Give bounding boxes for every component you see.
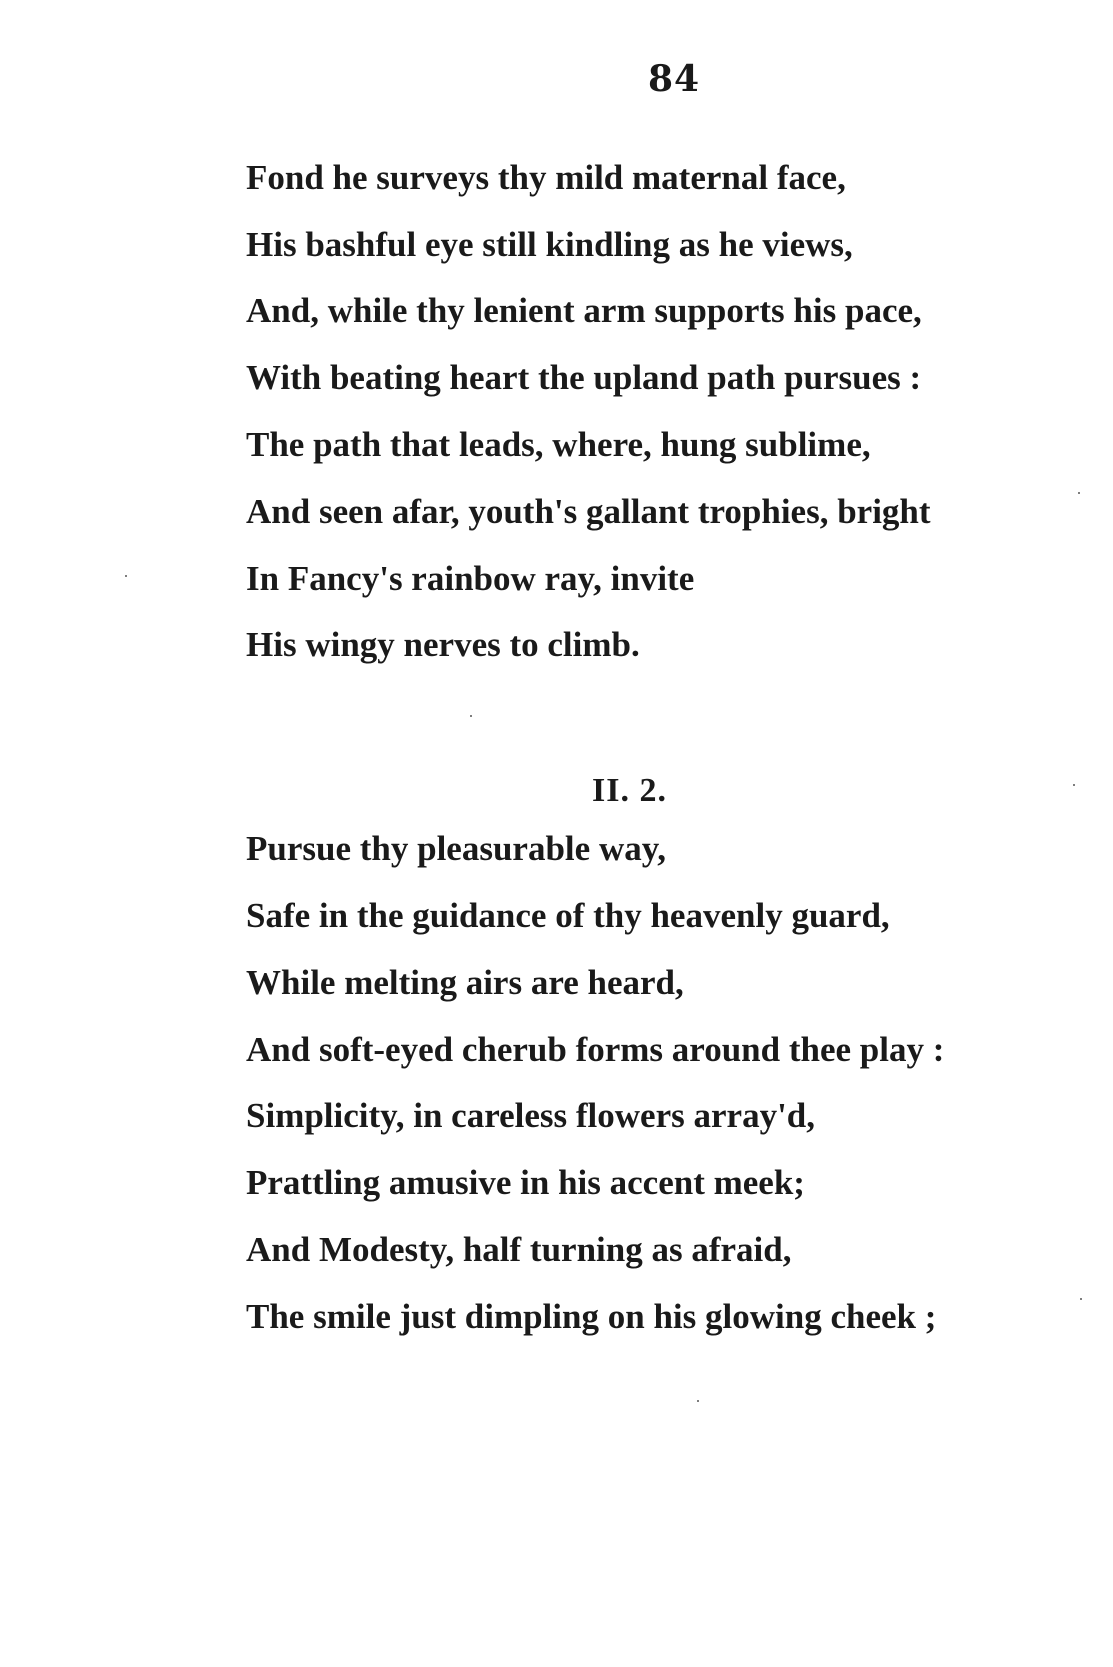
paper-speck [1080,1298,1082,1300]
verse-line: The smile just dimpling on his glowing cheek ; [246,1297,937,1336]
verse-line: And seen afar, youth's gallant trophies, bright [246,492,931,531]
verse-line: And, while thy lenient arm supports his pace, [246,291,922,330]
verse-line: With beating heart the upland path pursues : [246,358,922,397]
section-heading: II. 2. [592,772,667,809]
paper-speck [470,715,472,717]
verse-line: Safe in the guidance of thy heavenly guard, [246,896,890,935]
verse-line: Prattling amusive in his accent meek; [246,1163,805,1202]
verse-line: Pursue thy pleasurable way, [246,829,667,868]
verse-line: And Modesty, half turning as afraid, [246,1230,792,1269]
paper-speck [1073,784,1075,786]
paper-speck [697,1400,699,1402]
verse-line: In Fancy's rainbow ray, invite [246,559,695,598]
verse-line: And soft-eyed cherub forms around thee play : [246,1030,945,1069]
verse-line: Fond he surveys thy mild maternal face, [246,158,846,197]
verse-line: The path that leads, where, hung sublime, [246,425,871,464]
paper-speck [1078,492,1080,494]
verse-line: His wingy nerves to climb. [246,625,640,664]
page-number: 84 [648,58,701,100]
verse-line: Simplicity, in careless flowers array'd, [246,1096,816,1135]
verse-line: His bashful eye still kindling as he views, [246,225,853,264]
verse-line: While melting airs are heard, [246,963,684,1002]
paper-speck [125,575,127,577]
